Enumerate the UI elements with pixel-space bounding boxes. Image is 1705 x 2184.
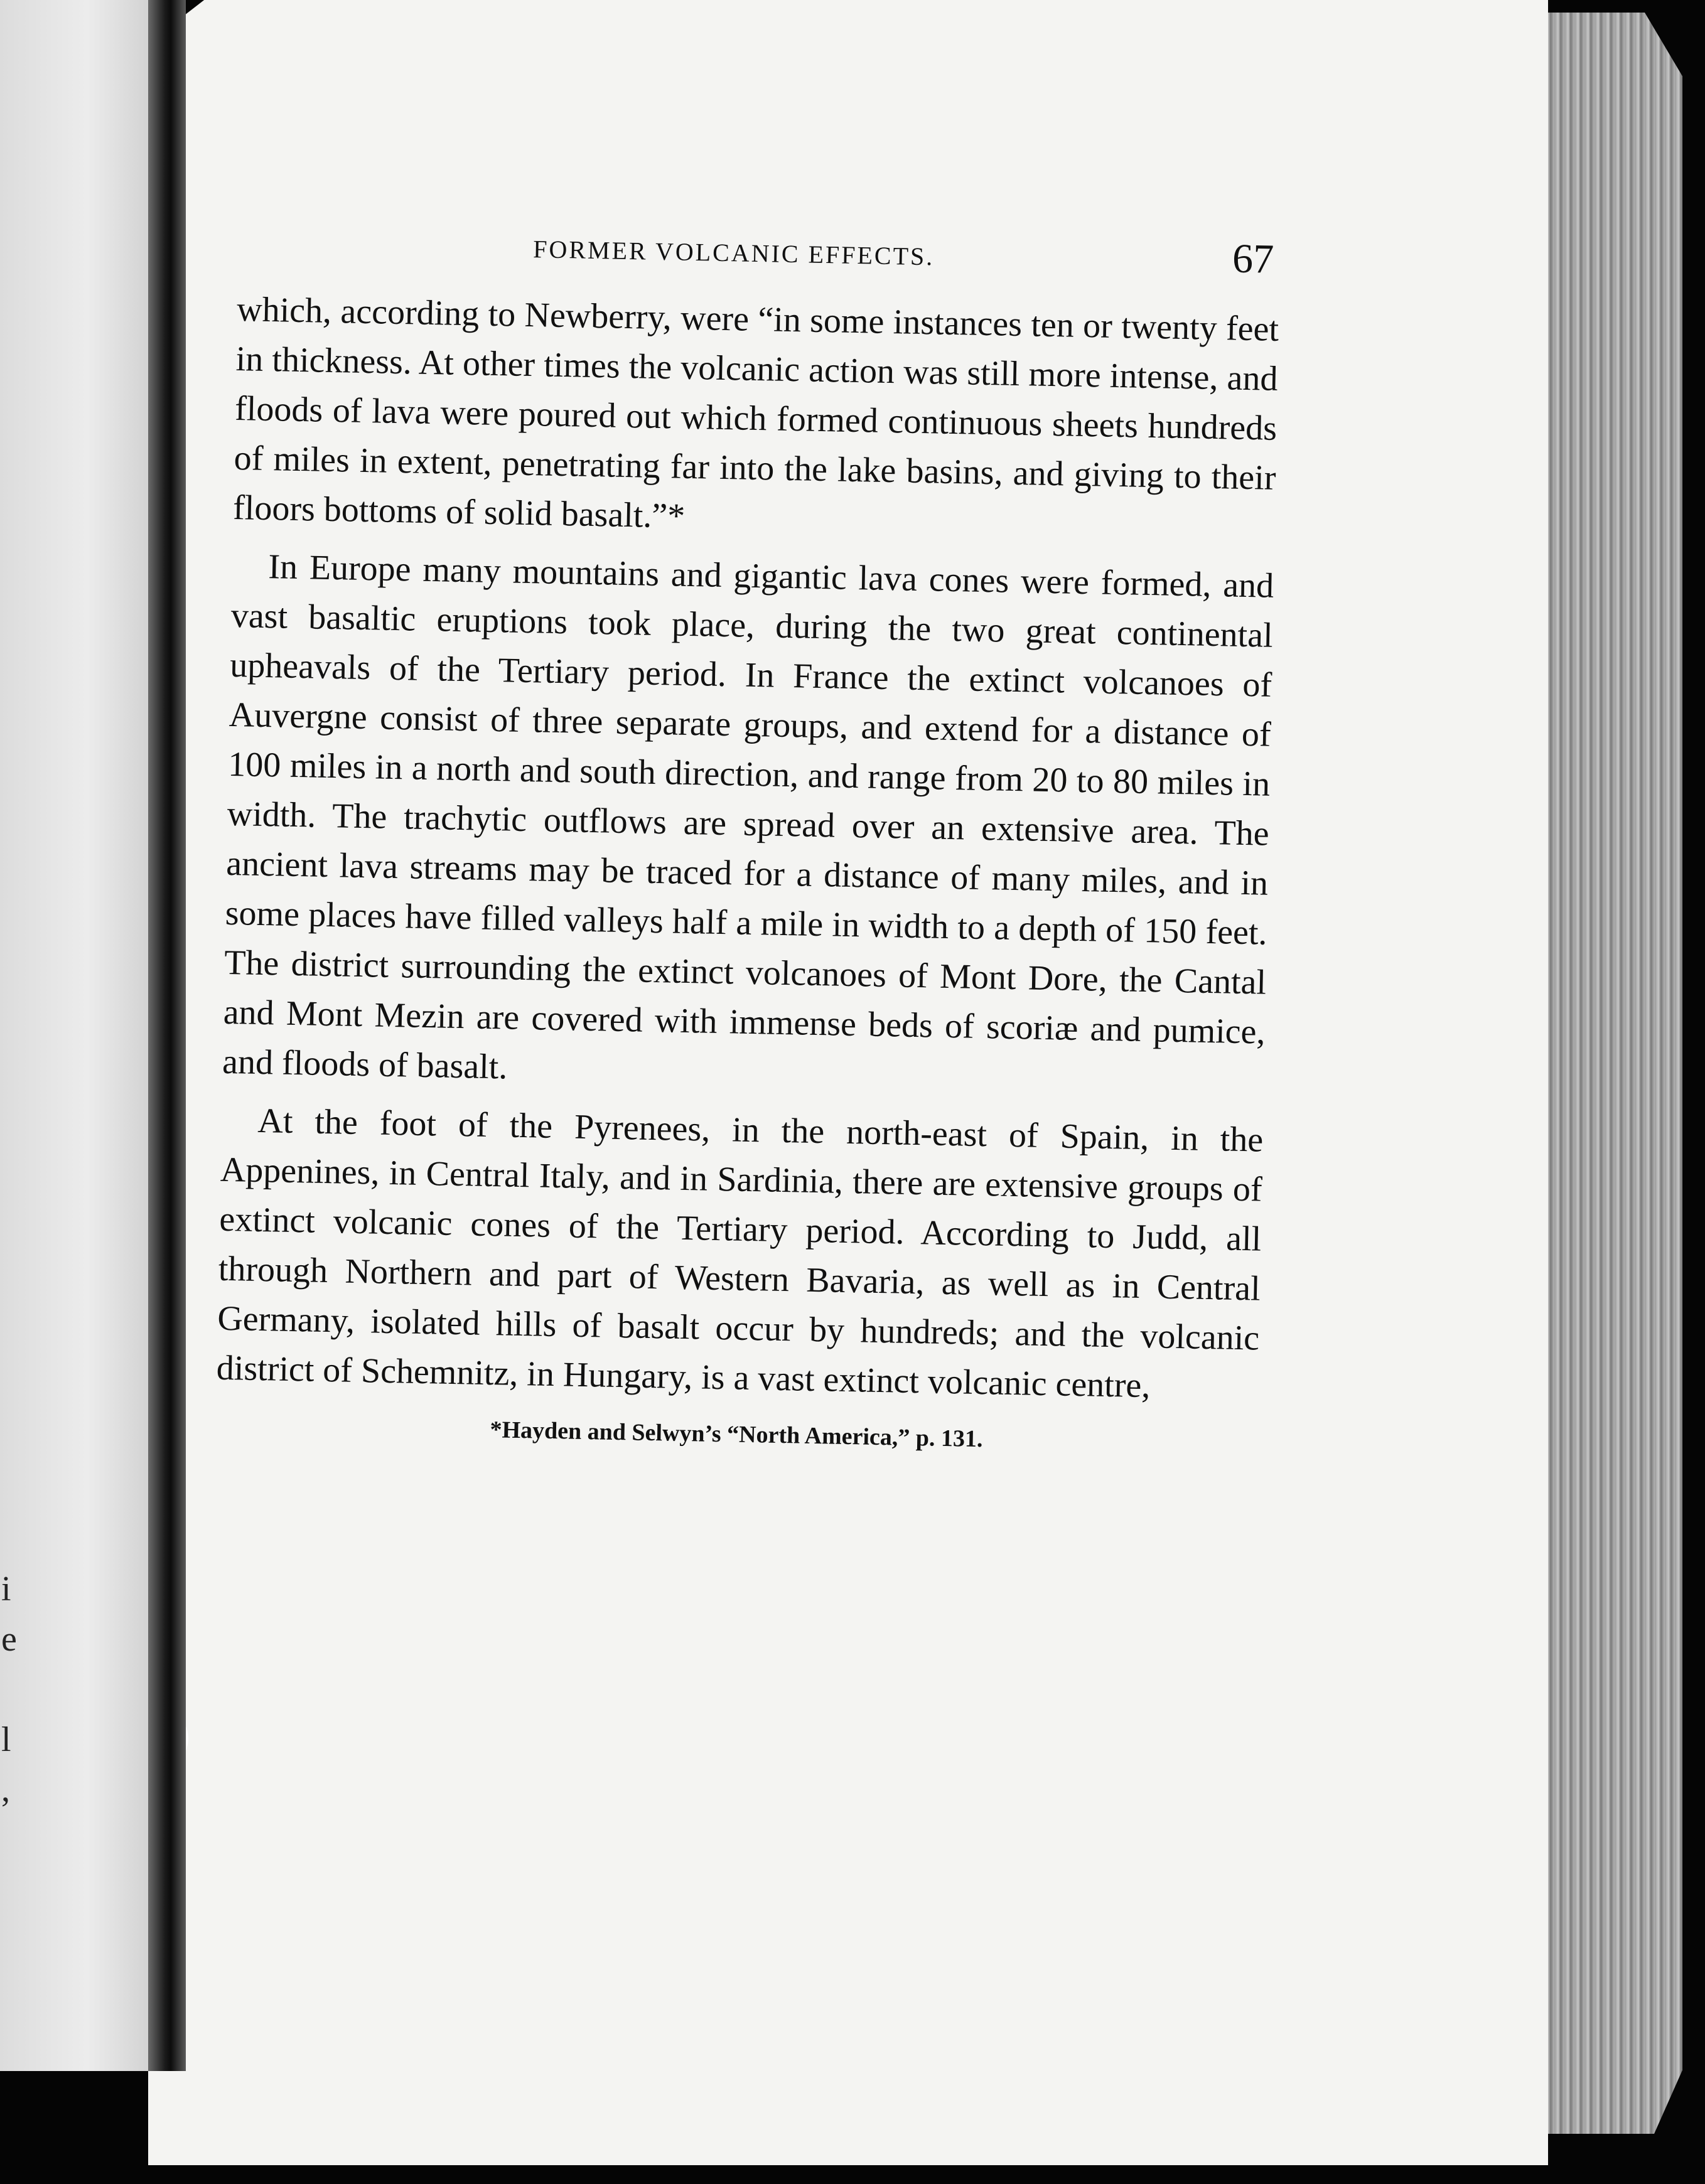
page-text-block	[207, 216, 1281, 1880]
book-gutter	[148, 0, 186, 2071]
paragraph: In Europe many mountains and gigantic lava cones were formed, and vast basaltic eruptions took place, during the two great continental upheavals of the Tertiary period. In France the extinct volcanoes of Auvergne consist of three separate groups, and extend for a distance of 100 miles in a north and south direction, and range from 20 to 80 miles in width. The trachytic outflows are spread over an extensive area. The ancient lava streams may be traced for a distance of many miles, and in some places have filled valleys half a mile in width to a depth of 150 feet. The district surrounding the extinct volcanoes of Mont Dore, the Cantal and Mont Mezin are covered with immense beds of scoriæ and pumice, and floods of basalt.	[222, 547, 1274, 1087]
edge-glyph: e	[1, 1620, 17, 1659]
edge-glyph: ,	[1, 1770, 10, 1809]
edge-glyph: l	[1, 1720, 11, 1759]
facing-page-text-edge	[0, 0, 25, 2184]
body-text	[216, 285, 1279, 1413]
edge-glyph: i	[1, 1570, 11, 1609]
running-title: FORMER VOLCANIC EFFECTS.	[532, 235, 935, 271]
paragraph: which, according to Newberry, were “in some instances ten or twenty feet in thickness. At other times the volcanic action was still more intense, and floods of lava were poured out which formed continuous sheets hundreds of miles in extent, penetrating far into the lake basins, and giving to their floors bottoms of solid basalt.”*	[232, 290, 1279, 536]
paragraph: At the foot of the Pyrenees, in the north-east of Spain, in the Appenines, in Central Italy, and in Sardinia, there are extensive groups of extinct volcanic cones of the Tertiary period. According to Judd, all through Northern and part of Western Bavaria, as well as in Central Germany, isolated hills of basalt occur by hundreds; and the volcanic district of Schemnitz, in Hungary, is a vast extinct volcanic centre,	[216, 1101, 1264, 1406]
page-number: 67	[1232, 235, 1274, 282]
footnote: *Hayden and Selwyn’s “North America,” p. 131.	[490, 1416, 983, 1453]
